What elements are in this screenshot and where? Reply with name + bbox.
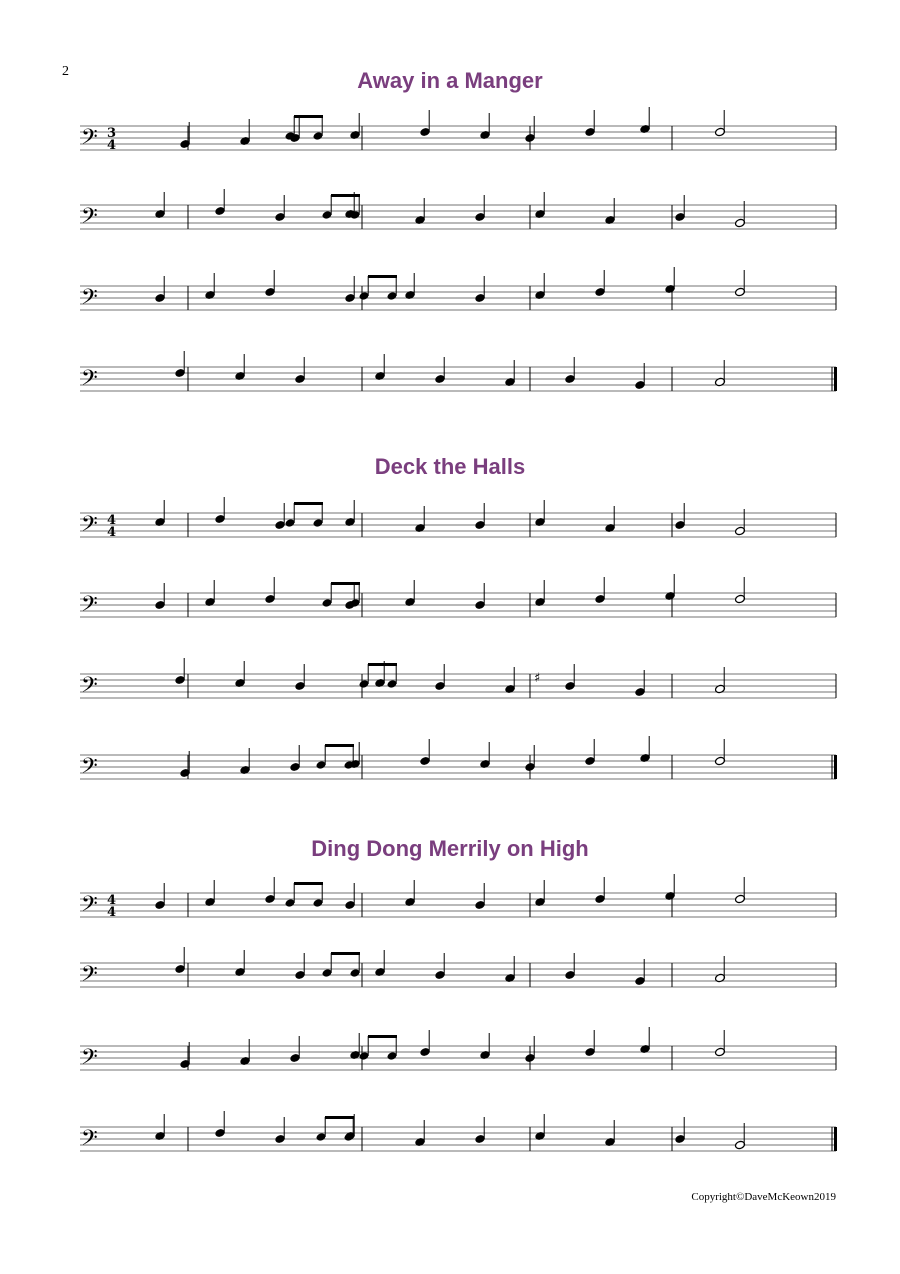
time-signature-top: 4 — [107, 513, 117, 528]
beam — [331, 582, 360, 585]
bass-clef-icon: 𝄢 — [81, 1126, 98, 1156]
bass-clef-icon: 𝄢 — [81, 673, 98, 703]
time-signature-bottom: 4 — [107, 525, 117, 540]
song-title-away-in-a-manger: Away in a Manger — [357, 68, 543, 93]
song-title-ding-dong-merrily: Ding Dong Merrily on High — [311, 836, 589, 861]
time-signature-top: 3 — [107, 126, 117, 141]
bass-clef-icon: 𝄢 — [81, 366, 98, 396]
time-signature-bottom: 4 — [107, 138, 117, 153]
final-bar-line — [834, 367, 837, 391]
beam — [331, 194, 360, 197]
bass-clef-icon: 𝄢 — [81, 754, 98, 784]
beam — [325, 744, 354, 747]
beam — [331, 952, 360, 955]
bass-clef-icon: 𝄢 — [81, 512, 98, 542]
beam — [325, 1116, 354, 1119]
sharp-accidental: ♯ — [534, 671, 541, 686]
copyright-notice: Copyright©DaveMcKeown2019 — [691, 1191, 836, 1203]
bass-clef-icon: 𝄢 — [81, 592, 98, 622]
beam — [368, 663, 397, 666]
time-signature-bottom: 4 — [107, 905, 117, 920]
bass-clef-icon: 𝄢 — [81, 892, 98, 922]
bass-clef-icon: 𝄢 — [81, 1045, 98, 1075]
song-title-deck-the-halls: Deck the Halls — [374, 454, 526, 479]
time-signature-top: 4 — [107, 893, 117, 908]
beam — [294, 502, 323, 505]
final-bar-line — [834, 1127, 837, 1151]
bass-clef-icon: 𝄢 — [81, 204, 98, 234]
bass-clef-icon: 𝄢 — [81, 125, 98, 155]
bass-clef-icon: 𝄢 — [81, 962, 98, 992]
beam — [368, 275, 397, 278]
beam — [368, 1035, 397, 1038]
beam — [294, 115, 323, 118]
final-bar-line — [834, 755, 837, 779]
beam — [294, 882, 323, 885]
page-number: 2 — [62, 64, 69, 79]
bass-clef-icon: 𝄢 — [81, 285, 98, 315]
